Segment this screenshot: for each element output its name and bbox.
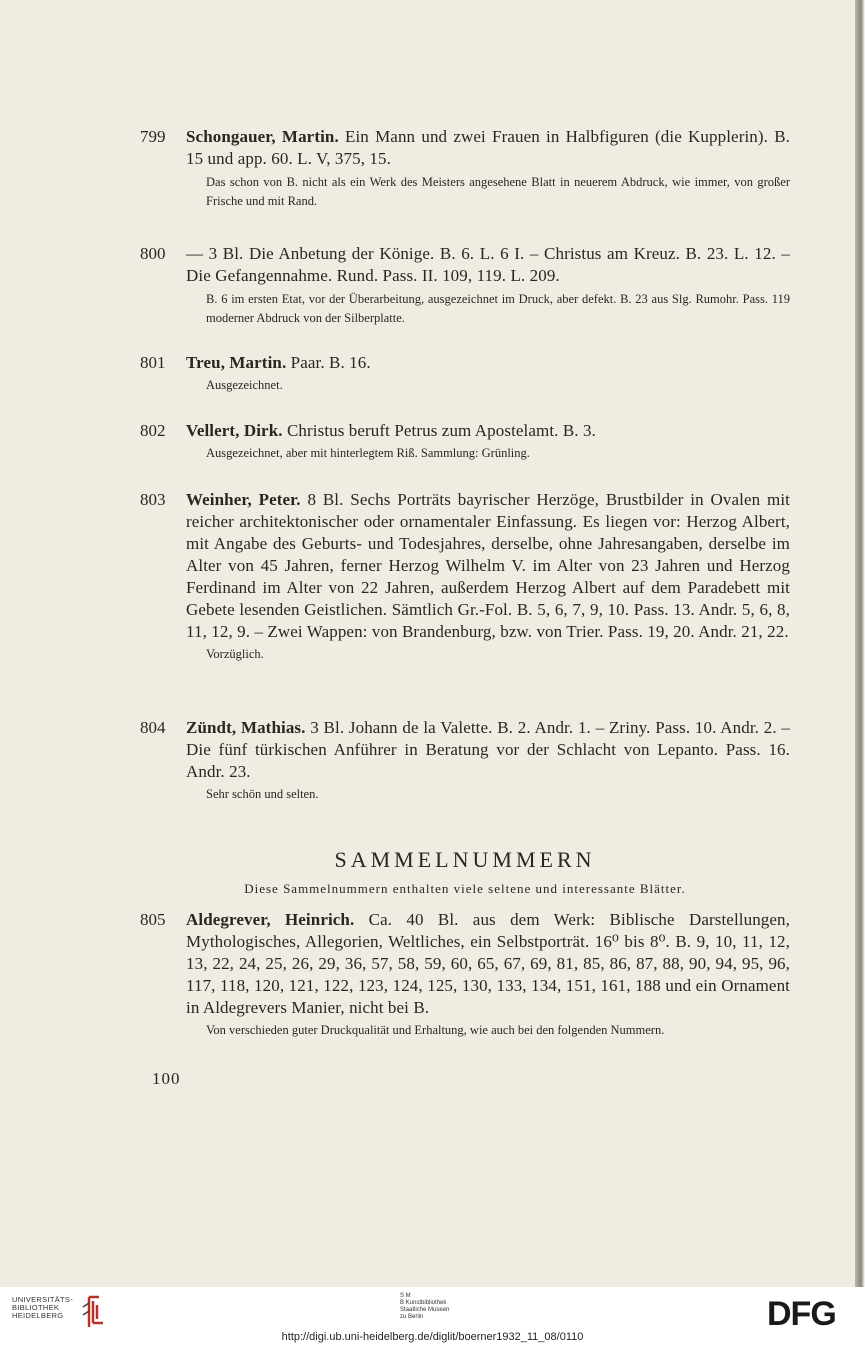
entry-text xyxy=(186,243,790,287)
catalog-entry-804 xyxy=(140,717,790,804)
entry-text xyxy=(186,126,790,170)
logo-text-line: HEIDELBERG xyxy=(12,1311,64,1320)
artist-name: Treu, Martin. xyxy=(186,353,287,372)
university-emblem-icon xyxy=(79,1293,105,1331)
entry-description: — 3 Bl. Die Anbetung der Könige. B. 6. L. 6 I. – Christus am Kreuz. B. 23. L. 12. – Die Gefangennahme. Rund. Pass. II. 109, 119. L. 209. xyxy=(186,244,790,285)
artist-name: Weinher, Peter. xyxy=(186,490,301,509)
entry-note: Das schon von B. nicht als ein Werk des Meisters angesehene Blatt in neuerem Abdruck, wie immer, von großer Frische und mit Rand. xyxy=(206,175,790,208)
entry-text xyxy=(186,352,790,374)
artist-name: Schongauer, Martin. xyxy=(186,127,339,146)
logo-text-line: UNIVERSITÄTS- xyxy=(12,1295,73,1304)
entry-number: 802 xyxy=(140,421,166,440)
section-title: SAMMELNUMMERN xyxy=(334,847,596,872)
catalog-entry-802 xyxy=(140,420,790,463)
entry-text xyxy=(186,717,790,783)
catalog-entry-800 xyxy=(140,243,790,328)
source-url-link[interactable]: http://digi.ub.uni-heidelberg.de/diglit/boerner1932_11_08/0110 xyxy=(281,1331,584,1343)
university-library-logo[interactable] xyxy=(12,1296,73,1320)
entry-description: 3 Bl. Johann de la Valette. B. 2. Andr. 1. – Zriny. Pass. 10. Andr. 2. – Die fünf türkischen Anführer in Beratung vor der Schlacht von Lepanto. Pass. 16. Andr. 23. xyxy=(186,718,790,781)
page-number: 100 xyxy=(152,1069,181,1088)
museum-library-logo[interactable] xyxy=(400,1293,449,1321)
entry-text xyxy=(186,909,790,1019)
entry-description: 8 Bl. Sechs Porträts bayrischer Herzöge, Brustbilder in Ovalen mit reicher architektonischer oder ornamentaler Einfassung. Es liegen vor: Herzog Albert, mit Angabe des Geburts- und Todesjahres, derselbe, ohne Jahresangaben, derselbe im Alter von 45 Jahren, ferner Herzog Wilhelm V. im Alter von 23 Jahren und Herzog Ferdinand im Alter von 22 Jahren, außerdem Herzog Albert auf dem Paradebett mit Gebete lesenden Geistlichen. Sämtlich Gr.-Fol. B. 5, 6, 7, 9, 10. Pass. 13. Andr. 5, 6, 8, 11, 12, 9. – Zwei Wappen: von Brandenburg, bzw. von Trier. Pass. 19, 20. Andr. 21, 22. xyxy=(186,490,790,641)
entry-note: Von verschieden guter Druckqualität und Erhaltung, wie auch bei den folgenden Nummern. xyxy=(206,1023,665,1037)
catalog-entry-799 xyxy=(140,126,790,211)
entry-description: Ein Mann und zwei Frauen in Halbfiguren (die Kupplerin). B. 15 und app. 60. L. V, 375, 15. xyxy=(186,127,790,168)
entry-description: Ca. 40 Bl. aus dem Werk: Biblische Darstellungen, Mythologisches, Allegorien, Weltliches, ein Selbstporträt. 16⁰ bis 8⁰. B. 9, 10, 11, 12, 13, 22, 24, 25, 26, 29, 36, 57, 58, 59, 60, 65, 67, 69, 81, 85, 86, 87, 88, 90, 94, 95, 96, 117, 118, 120, 121, 122, 123, 124, 125, 130, 133, 134, 151, 161, 188 und ein Ornament in Aldegrevers Manier, nicht bei B. xyxy=(186,910,790,1017)
artist-name: Vellert, Dirk. xyxy=(186,421,283,440)
entry-description: Christus beruft Petrus zum Apostelamt. B. 3. xyxy=(282,421,596,440)
entry-text xyxy=(186,489,790,643)
logo-text-line: S M xyxy=(400,1293,411,1299)
logo-text-line: BIBLIOTHEK xyxy=(12,1303,60,1312)
entry-description: Paar. B. 16. xyxy=(286,353,371,372)
digitization-footer xyxy=(0,1287,865,1347)
catalog-entry-801 xyxy=(140,352,790,395)
entry-number: 799 xyxy=(140,127,166,146)
logo-text-line: B Kunstbibliothek xyxy=(400,1300,447,1306)
artist-name: Zündt, Mathias. xyxy=(186,718,306,737)
logo-text-line: zu Berlin xyxy=(400,1314,424,1320)
book-edge xyxy=(855,0,865,1287)
section-intro: Diese Sammelnummern enthalten viele seltene und interessante Blätter. xyxy=(244,881,686,896)
entry-note: Ausgezeichnet, aber mit hinterlegtem Riß. Sammlung: Grünling. xyxy=(206,446,530,460)
catalog-entry-805 xyxy=(140,909,790,1040)
dfg-logo[interactable]: DFG xyxy=(767,1295,836,1333)
entry-note: B. 6 im ersten Etat, vor der Überarbeitung, ausgezeichnet im Druck, aber defekt. B. 23 aus Slg. Rumohr. Pass. 119 moderner Abdruck von der Silberplatte. xyxy=(206,292,790,325)
logo-text-line: Staatliche Museen xyxy=(400,1307,450,1313)
artist-name: Aldegrever, Heinrich. xyxy=(186,910,355,929)
entry-note: Vorzüglich. xyxy=(206,647,264,661)
entry-note: Sehr schön und selten. xyxy=(206,787,319,801)
entry-number: 800 xyxy=(140,244,166,263)
entry-number: 803 xyxy=(140,490,166,509)
catalog-entry-803 xyxy=(140,489,790,664)
entry-number: 801 xyxy=(140,353,166,372)
entry-number: 805 xyxy=(140,910,166,929)
entry-number: 804 xyxy=(140,718,166,737)
entry-note: Ausgezeichnet. xyxy=(206,378,283,392)
entry-text xyxy=(186,420,790,442)
